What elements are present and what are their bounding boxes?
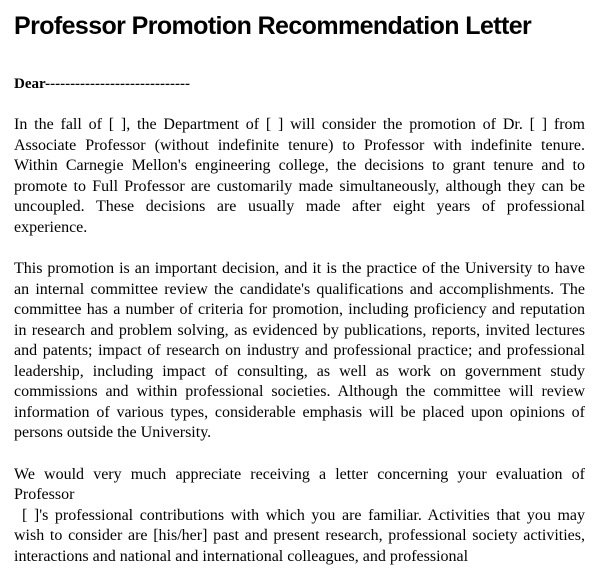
paragraph-3-rest: [ ]'s professional contributions with which you are familiar. Activities that you may wish to consider are [his/her] past and present research, professional society activities, interactions and national and international colleagues, and professional [14,506,585,565]
letter-body [14,74,585,567]
paragraph-3 [14,465,585,568]
salutation: Dear----------------------------- [14,76,190,92]
document-title: Professor Promotion Recommendation Letter [14,12,532,40]
paragraph-2: This promotion is an important decision, and it is the practice of the University to have an internal committee review the candidate's qualifications and accomplishments. The committee has a number of criteria for promotion, including proficiency and reputation in research and problem solving, as evidenced by publications, reports, invited lectures and patents; impact of research on industry and professional practice; and professional leadership, including impact of consulting, as well as work on government study commissions and within professional societies. Although the committee will review information of various types, considerable emphasis will be placed upon opinions of persons outside the University. [14,260,585,441]
paragraph-3-line-1: We would very much appreciate receiving a letter concerning your evaluation of Professor [14,465,585,503]
paragraph-1: In the fall of [ ], the Department of [ ] will consider the promotion of Dr. [ ] from Associate Professor (without indefinite tenure) to Professor with indefinite tenure. Within Carnegie Mellon's engineering college, the decisions to grant tenure and to promote to Full Professor are customarily made simultaneously, although they can be uncoupled. These decisions are usually made after eight years of professional experience. [14,116,585,236]
